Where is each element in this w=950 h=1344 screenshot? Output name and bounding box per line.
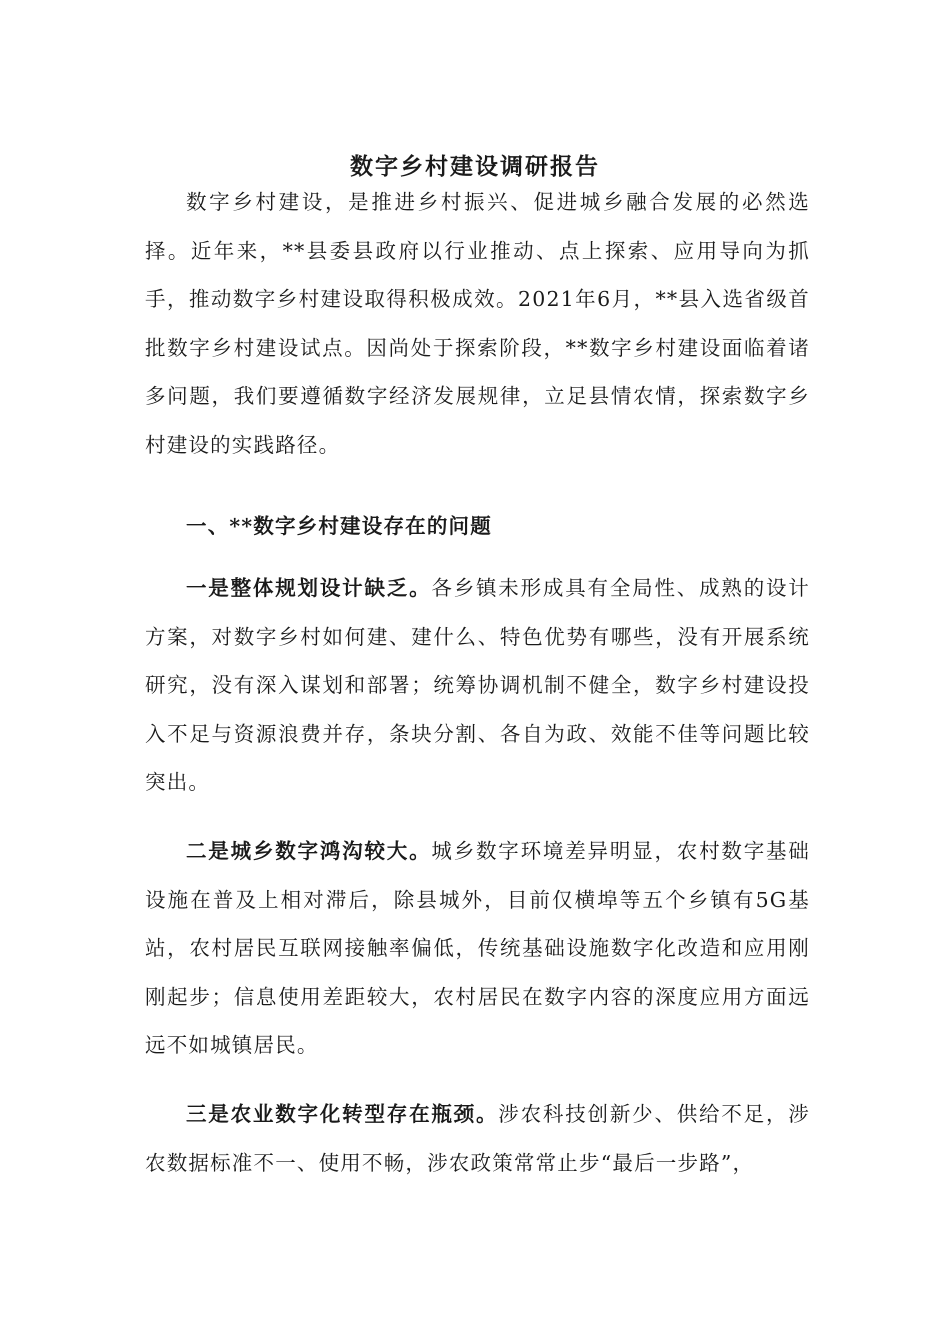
point-paragraph-2 [145, 827, 810, 1070]
point-text-2: 城乡数字环境差异明显，农村数字基础设施在普及上相对滞后，除县城外，目前仅横埠等五个乡镇有5G基站，农村居民互联网接触率偏低，传统基础设施数字化改造和应用刚刚起步；信息使用差距较大，农村居民在数字内容的深度应用方面远远不如城镇居民。 [145, 839, 811, 1057]
document-title: 数字乡村建设调研报告 [350, 153, 600, 181]
point-text-3: 涉农科技创新少、供给不足，涉农数据标准不一、使用不畅，涉农政策常常止步“最后一步路”， [145, 1102, 810, 1175]
section-heading: 一、**数字乡村建设存在的问题 [186, 514, 492, 538]
point-lead-3: 三是农业数字化转型存在瓶颈。 [186, 1102, 499, 1126]
intro-paragraph: 数字乡村建设，是推进乡村振兴、促进城乡融合发展的必然选择。近年来，**县委县政府以行业推动、点上探索、应用导向为抓手，推动数字乡村建设取得积极成效。2021年6月，**县入选省级首批数字乡村建设试点。因尚处于探索阶段，**数字乡村建设面临着诸多问题，我们要遵循数字经济发展规律，立足县情农情，探索数字乡村建设的实践路径。 [145, 190, 810, 457]
point-paragraph-3 [145, 1090, 810, 1187]
point-lead-2: 二是城乡数字鸿沟较大。 [186, 839, 432, 863]
point-paragraph-1 [145, 564, 810, 807]
point-text-1: 各乡镇未形成具有全局性、成熟的设计方案，对数字乡村如何建、建什么、特色优势有哪些，没有开展系统研究，没有深入谋划和部署；统筹协调机制不健全，数字乡村建设投入不足与资源浪费并存，条块分割、各自为政、效能不佳等问题比较突出。 [145, 576, 811, 794]
point-lead-1: 一是整体规划设计缺乏。 [186, 576, 432, 600]
